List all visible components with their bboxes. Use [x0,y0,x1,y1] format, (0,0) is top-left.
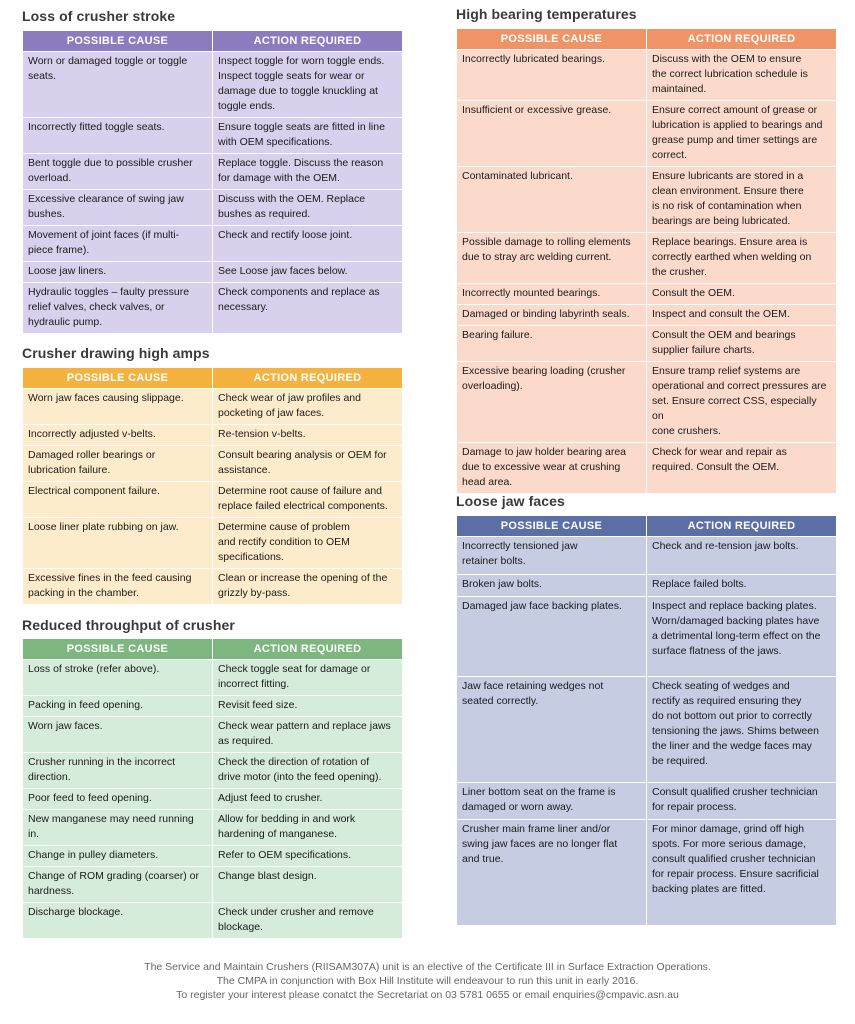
cell-action-required: Ensure lubricants are stored in a clean environment. Ensure there is no risk of contamination when bearings are being lubricated. [647,167,837,233]
cell-possible-cause: Incorrectly mounted bearings. [457,284,647,305]
cell-possible-cause: Incorrectly fitted toggle seats. [23,118,213,154]
table-row [23,753,403,789]
cell-action-required: Replace bearings. Ensure area is correctly earthed when welding on the crusher. [647,233,837,284]
cell-possible-cause: Damaged or binding labyrinth seals. [457,305,647,326]
cell-possible-cause: Bearing failure. [457,326,647,362]
cell-action-required: Change blast design. [213,867,403,903]
cell-action-required: Re-tension v-belts. [213,425,403,446]
table-row [457,284,837,305]
cell-possible-cause: New manganese may need running in. [23,810,213,846]
footer-line-2: The CMPA in conjunction with Box Hill Institute will endeavour to run this unit in early 2016. [216,975,639,987]
cell-action-required: Consult qualified crusher technician for repair process. [647,783,837,820]
cell-action-required: Consult the OEM and bearings supplier failure charts. [647,326,837,362]
table-row [23,283,403,334]
table-loss-of-stroke [22,30,403,334]
cell-possible-cause: Incorrectly lubricated bearings. [457,50,647,101]
cell-action-required: Adjust feed to crusher. [213,789,403,810]
table-row [23,154,403,190]
cell-action-required: Determine root cause of failure and replace failed electrical components. [213,482,403,518]
table-row [23,226,403,262]
section-title-high-bearing-temps: High bearing temperatures [456,6,637,22]
cell-action-required: Discuss with the OEM. Replace bushes as required. [213,190,403,226]
table-row [457,362,837,443]
table-row [23,190,403,226]
column-header-cause: POSSIBLE CAUSE [23,368,213,389]
cell-action-required: Consult the OEM. [647,284,837,305]
cell-action-required: Discuss with the OEM to ensure the correct lubrication schedule is maintained. [647,50,837,101]
table-header-row [457,29,837,50]
cell-action-required: See Loose jaw faces below. [213,262,403,283]
cell-action-required: Check toggle seat for damage or incorrect fitting. [213,660,403,696]
cell-possible-cause: Loose liner plate rubbing on jaw. [23,518,213,569]
table-row [23,867,403,903]
cell-action-required: Replace toggle. Discuss the reason for damage with the OEM. [213,154,403,190]
table-row [457,677,837,783]
table-row [457,305,837,326]
table-loose-jaw-faces [456,515,837,926]
cell-possible-cause: Electrical component failure. [23,482,213,518]
column-header-action: ACTION REQUIRED [647,516,837,537]
table-row [457,50,837,101]
cell-action-required: Ensure tramp relief systems are operational and correct pressures are set. Ensure correct CSS, especially on cone crushers. [647,362,837,443]
cell-action-required: Inspect toggle for worn toggle ends. Inspect toggle seats for wear or damage due to toggle knuckling at toggle ends. [213,52,403,118]
cell-possible-cause: Jaw face retaining wedges not seated correctly. [457,677,647,783]
cell-possible-cause: Crusher main frame liner and/or swing jaw faces are no longer flat and true. [457,820,647,926]
cell-possible-cause: Poor feed to feed opening. [23,789,213,810]
cell-possible-cause: Excessive clearance of swing jaw bushes. [23,190,213,226]
table-row [23,660,403,696]
table-row [23,518,403,569]
column-header-cause: POSSIBLE CAUSE [457,516,647,537]
table-row [23,717,403,753]
cell-action-required: Refer to OEM specifications. [213,846,403,867]
table-row [23,810,403,846]
table-row [457,443,837,494]
table-row [23,389,403,425]
table-row [23,482,403,518]
cell-action-required: Check the direction of rotation of drive motor (into the feed opening). [213,753,403,789]
table-row [457,233,837,284]
cell-action-required: Ensure toggle seats are fitted in line with OEM specifications. [213,118,403,154]
cell-possible-cause: Liner bottom seat on the frame is damaged or worn away. [457,783,647,820]
cell-action-required: Check for wear and repair as required. Consult the OEM. [647,443,837,494]
cell-action-required: Determine cause of problem and rectify condition to OEM specifications. [213,518,403,569]
table-row [23,696,403,717]
table-high-bearing-temps [456,28,837,494]
table-row [23,789,403,810]
cell-possible-cause: Hydraulic toggles – faulty pressure relief valves, check valves, or hydraulic pump. [23,283,213,334]
cell-possible-cause: Worn jaw faces causing slippage. [23,389,213,425]
cell-action-required: Check and re-tension jaw bolts. [647,537,837,575]
table-header-row [457,516,837,537]
table-row [457,101,837,167]
section-title-loose-jaw-faces: Loose jaw faces [456,493,565,509]
cell-action-required: Inspect and replace backing plates. Worn/damaged backing plates have a detrimental long-term effect on the surface flatness of the jaws. [647,597,837,677]
section-title-reduced-throughput: Reduced throughput of crusher [22,617,235,633]
table-row [457,326,837,362]
column-header-cause: POSSIBLE CAUSE [23,639,213,660]
cell-possible-cause: Insufficient or excessive grease. [457,101,647,167]
cell-possible-cause: Incorrectly tensioned jaw retainer bolts. [457,537,647,575]
cell-action-required: Check wear pattern and replace jaws as required. [213,717,403,753]
column-header-cause: POSSIBLE CAUSE [457,29,647,50]
table-row [457,783,837,820]
cell-possible-cause: Movement of joint faces (if multi- piece frame). [23,226,213,262]
cell-possible-cause: Change of ROM grading (coarser) or hardness. [23,867,213,903]
table-row [457,167,837,233]
cell-action-required: Ensure correct amount of grease or lubrication is applied to bearings and grease pump and timer settings are correct. [647,101,837,167]
cell-action-required: For minor damage, grind off high spots. For more serious damage, consult qualified crusher technician for repair process. Ensure sacrificial backing plates are fitted. [647,820,837,926]
cell-action-required: Check wear of jaw profiles and pocketing of jaw faces. [213,389,403,425]
table-row [23,846,403,867]
footer-line-1: The Service and Maintain Crushers (RIISAM307A) unit is an elective of the Certificate III in Surface Extraction Operations. [144,961,711,973]
cell-possible-cause: Excessive bearing loading (crusher overloading). [457,362,647,443]
cell-action-required: Consult bearing analysis or OEM for assistance. [213,446,403,482]
table-row [23,425,403,446]
cell-possible-cause: Broken jaw bolts. [457,575,647,597]
section-title-loss-of-stroke: Loss of crusher stroke [22,8,176,24]
cell-action-required: Revisit feed size. [213,696,403,717]
cell-possible-cause: Damaged roller bearings or lubrication failure. [23,446,213,482]
table-row [23,903,403,939]
cell-possible-cause: Excessive fines in the feed causing packing in the chamber. [23,569,213,605]
cell-action-required: Replace failed bolts. [647,575,837,597]
cell-possible-cause: Bent toggle due to possible crusher overload. [23,154,213,190]
footer [0,960,855,1002]
table-row [23,446,403,482]
footer-line-3: To register your interest please conatct the Secretariat on 03 5781 0655 or email enquiries@cmpavic.asn.au [176,989,679,1001]
table-row [23,569,403,605]
cell-possible-cause: Damage to jaw holder bearing area due to excessive wear at crushing head area. [457,443,647,494]
cell-action-required: Check under crusher and remove blockage. [213,903,403,939]
column-header-action: ACTION REQUIRED [213,368,403,389]
table-header-row [23,31,403,52]
cell-possible-cause: Contaminated lubricant. [457,167,647,233]
table-row [23,118,403,154]
cell-possible-cause: Loose jaw liners. [23,262,213,283]
table-header-row [23,639,403,660]
cell-action-required: Check seating of wedges and rectify as required ensuring they do not bottom out prior to correctly tensioning the jaws. Shims between the liner and the wedge faces may be required. [647,677,837,783]
cell-action-required: Inspect and consult the OEM. [647,305,837,326]
cell-action-required: Check components and replace as necessary. [213,283,403,334]
column-header-action: ACTION REQUIRED [213,639,403,660]
cell-possible-cause: Crusher running in the incorrect direction. [23,753,213,789]
table-header-row [23,368,403,389]
cell-action-required: Clean or increase the opening of the grizzly by-pass. [213,569,403,605]
table-row [23,52,403,118]
table-row [457,597,837,677]
cell-possible-cause: Possible damage to rolling elements due to stray arc welding current. [457,233,647,284]
cell-possible-cause: Change in pulley diameters. [23,846,213,867]
cell-possible-cause: Loss of stroke (refer above). [23,660,213,696]
column-header-action: ACTION REQUIRED [647,29,837,50]
table-row [457,820,837,926]
cell-action-required: Allow for bedding in and work hardening of manganese. [213,810,403,846]
section-title-drawing-high-amps: Crusher drawing high amps [22,345,210,361]
column-header-action: ACTION REQUIRED [213,31,403,52]
cell-possible-cause: Incorrectly adjusted v-belts. [23,425,213,446]
cell-possible-cause: Discharge blockage. [23,903,213,939]
cell-possible-cause: Worn or damaged toggle or toggle seats. [23,52,213,118]
column-header-cause: POSSIBLE CAUSE [23,31,213,52]
table-row [23,262,403,283]
cell-action-required: Check and rectify loose joint. [213,226,403,262]
table-row [457,575,837,597]
table-row [457,537,837,575]
table-reduced-throughput [22,638,403,939]
cell-possible-cause: Damaged jaw face backing plates. [457,597,647,677]
table-drawing-high-amps [22,367,403,605]
cell-possible-cause: Packing in feed opening. [23,696,213,717]
cell-possible-cause: Worn jaw faces. [23,717,213,753]
